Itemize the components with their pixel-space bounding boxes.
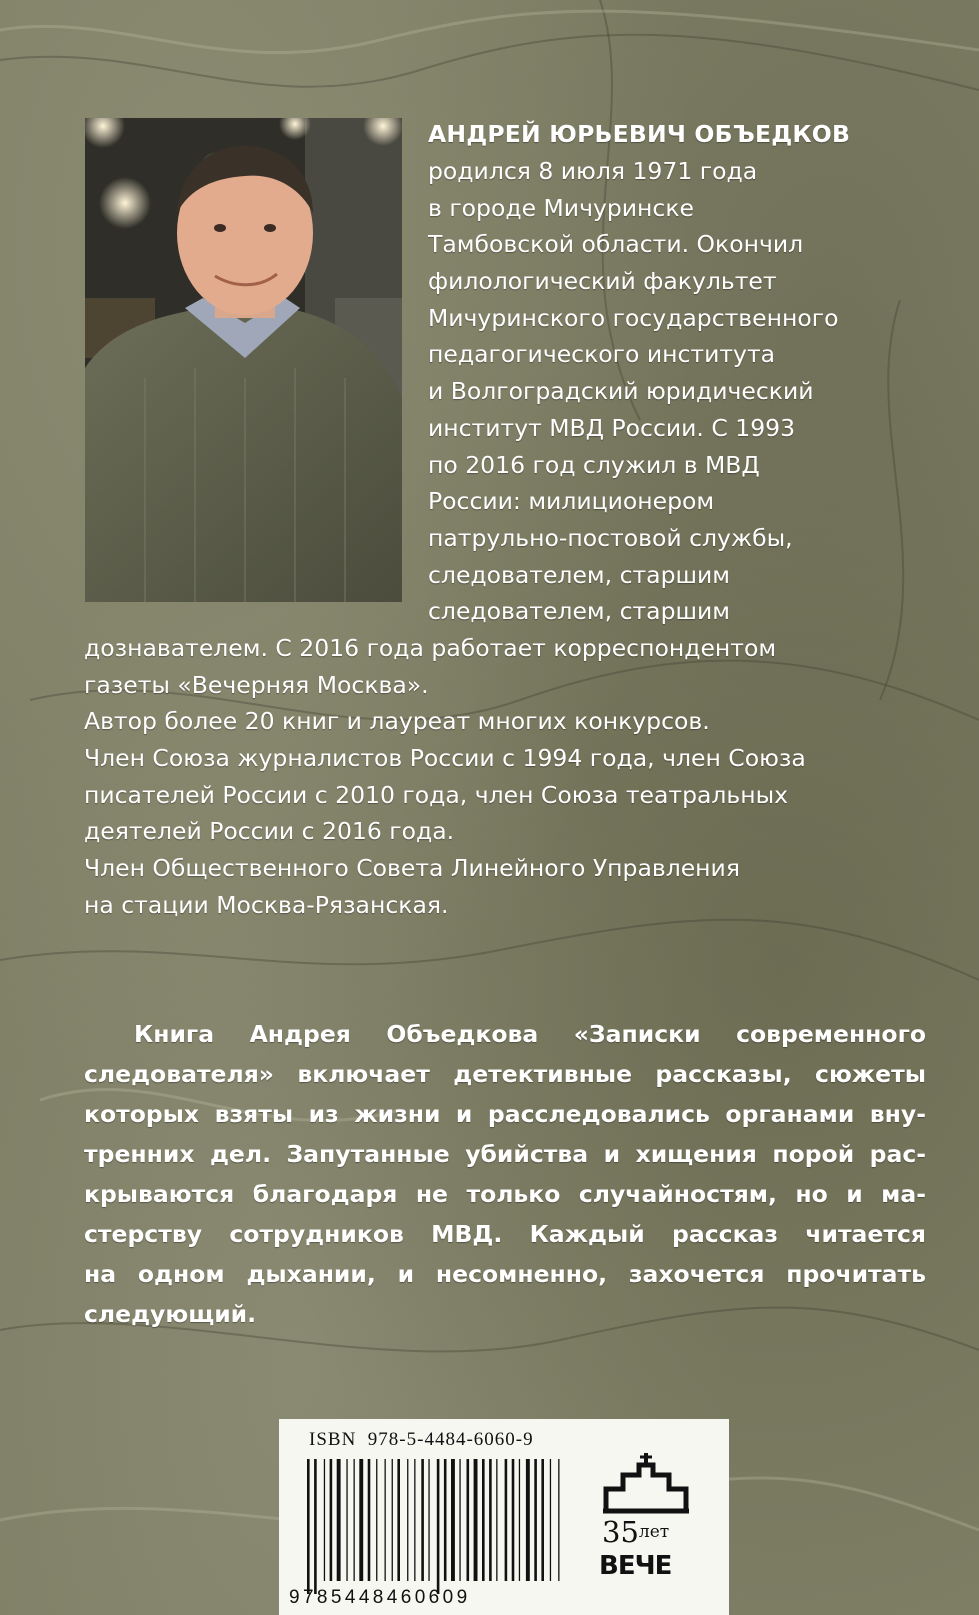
book-description: [84, 1014, 926, 1334]
description-line: на одном дыхании, и несомненно, захочется прочитать: [84, 1260, 926, 1288]
description-line: Книга Андрея Объедкова «Записки современного: [134, 1020, 926, 1048]
description-line: следующий.: [84, 1300, 257, 1328]
description-line: которых взяты из жизни и расследовались органами вну-: [84, 1100, 926, 1128]
barcode-digits: 9785448460609: [289, 1587, 471, 1608]
bio-line: и Волгоградский юридический: [428, 377, 814, 405]
isbn-prefix: ISBN: [309, 1429, 357, 1450]
barcode-bar: [359, 1459, 363, 1581]
barcode-bar: [392, 1459, 393, 1581]
barcode-bar: [407, 1459, 408, 1581]
barcode-bar: [505, 1459, 508, 1581]
barcode-bar: [368, 1459, 371, 1581]
barcode-graphic: [301, 1459, 571, 1594]
barcode-bar: [534, 1459, 537, 1581]
barcode-bar: [414, 1459, 415, 1581]
barcode-bar: [444, 1459, 447, 1581]
barcode-bar: [451, 1459, 455, 1581]
bio-line: России: милиционером: [428, 487, 715, 515]
barcode-bar: [324, 1459, 325, 1581]
barcode-panel: [279, 1419, 729, 1615]
isbn-number: 978-5-4484-6060-9: [367, 1429, 534, 1450]
author-photo: [85, 118, 402, 602]
barcode-bar: [489, 1459, 492, 1581]
bio-line: писателей России с 2010 года, член Союза театральных: [84, 781, 789, 809]
bio-line: Автор более 20 книг и лауреат многих конкурсов.: [84, 707, 710, 735]
description-line: стерству сотрудников МВД. Каждый рассказ читается: [84, 1220, 926, 1248]
logo-years: [602, 1517, 669, 1547]
barcode-bars: [301, 1459, 571, 1594]
barcode-bar: [385, 1459, 386, 1581]
barcode-bar: [437, 1459, 440, 1594]
barcode-bar: [330, 1459, 333, 1581]
barcode-bar: [307, 1459, 310, 1594]
bio-line: дознавателем. С 2016 года работает корреспондентом: [84, 634, 777, 662]
barcode-bar: [421, 1459, 424, 1581]
barcode-bar: [496, 1459, 497, 1581]
bio-line: педагогического института: [428, 340, 776, 368]
barcode-bar: [526, 1459, 530, 1581]
description-line: следователя» включает детективные рассказы, сюжеты: [84, 1060, 926, 1088]
bio-line: Член Союза журналистов России с 1994 года, член Союза: [84, 744, 806, 772]
barcode-bar: [346, 1459, 347, 1581]
barcode-bar: [512, 1459, 515, 1581]
barcode-bar: [314, 1459, 317, 1594]
description-line: крываются благодаря не только случайностям, но и ма-: [84, 1180, 926, 1208]
bio-line: Член Общественного Совета Линейного Управления: [84, 854, 740, 882]
logo-brand: ВЕЧЕ: [599, 1551, 672, 1581]
barcode-bar: [397, 1459, 400, 1581]
bio-line: по 2016 год служил в МВД: [428, 451, 760, 479]
barcode-bar: [519, 1459, 520, 1581]
barcode-bar: [550, 1459, 551, 1581]
bio-line: следователем, старшим: [428, 561, 731, 589]
bio-line: институт МВД России. С 1993: [428, 414, 796, 442]
barcode-bar: [467, 1459, 470, 1581]
bio-line: в городе Мичуринске: [428, 194, 694, 222]
bio-line: деятелей России с 2016 года.: [84, 817, 455, 845]
bio-line: родился 8 июля 1971 года: [428, 157, 758, 185]
isbn-label: [309, 1429, 534, 1451]
author-name: АНДРЕЙ ЮРЬЕВИЧ ОБЪЕДКОВ: [428, 120, 851, 148]
barcode-bar: [376, 1459, 377, 1581]
description-line: тренних дел. Запутанные убийства и хищения порой рас-: [84, 1140, 926, 1168]
barcode-bar: [541, 1459, 544, 1581]
bio-line: Мичуринского государственного: [428, 304, 839, 332]
bio-line: патрульно-постовой службы,: [428, 524, 793, 552]
barcode-bar: [459, 1459, 460, 1581]
bio-line: на стации Москва-Рязанская.: [84, 891, 449, 919]
bio-line: следователем, старшим: [428, 597, 731, 625]
logo-years-number: 35: [602, 1515, 639, 1549]
bio-line: Тамбовской области. Окончил: [428, 230, 804, 258]
bio-line: филологический факультет: [428, 267, 777, 295]
barcode-bar: [428, 1459, 429, 1581]
author-portrait-illustration: [85, 118, 402, 602]
barcode-bar: [482, 1459, 485, 1581]
logo-years-word: лет: [638, 1522, 670, 1542]
barcode-bar: [354, 1459, 355, 1581]
barcode-bar: [558, 1459, 559, 1581]
barcode-bar: [474, 1459, 478, 1581]
barcode-bar: [337, 1459, 341, 1581]
bio-line: газеты «Вечерняя Москва».: [84, 671, 429, 699]
